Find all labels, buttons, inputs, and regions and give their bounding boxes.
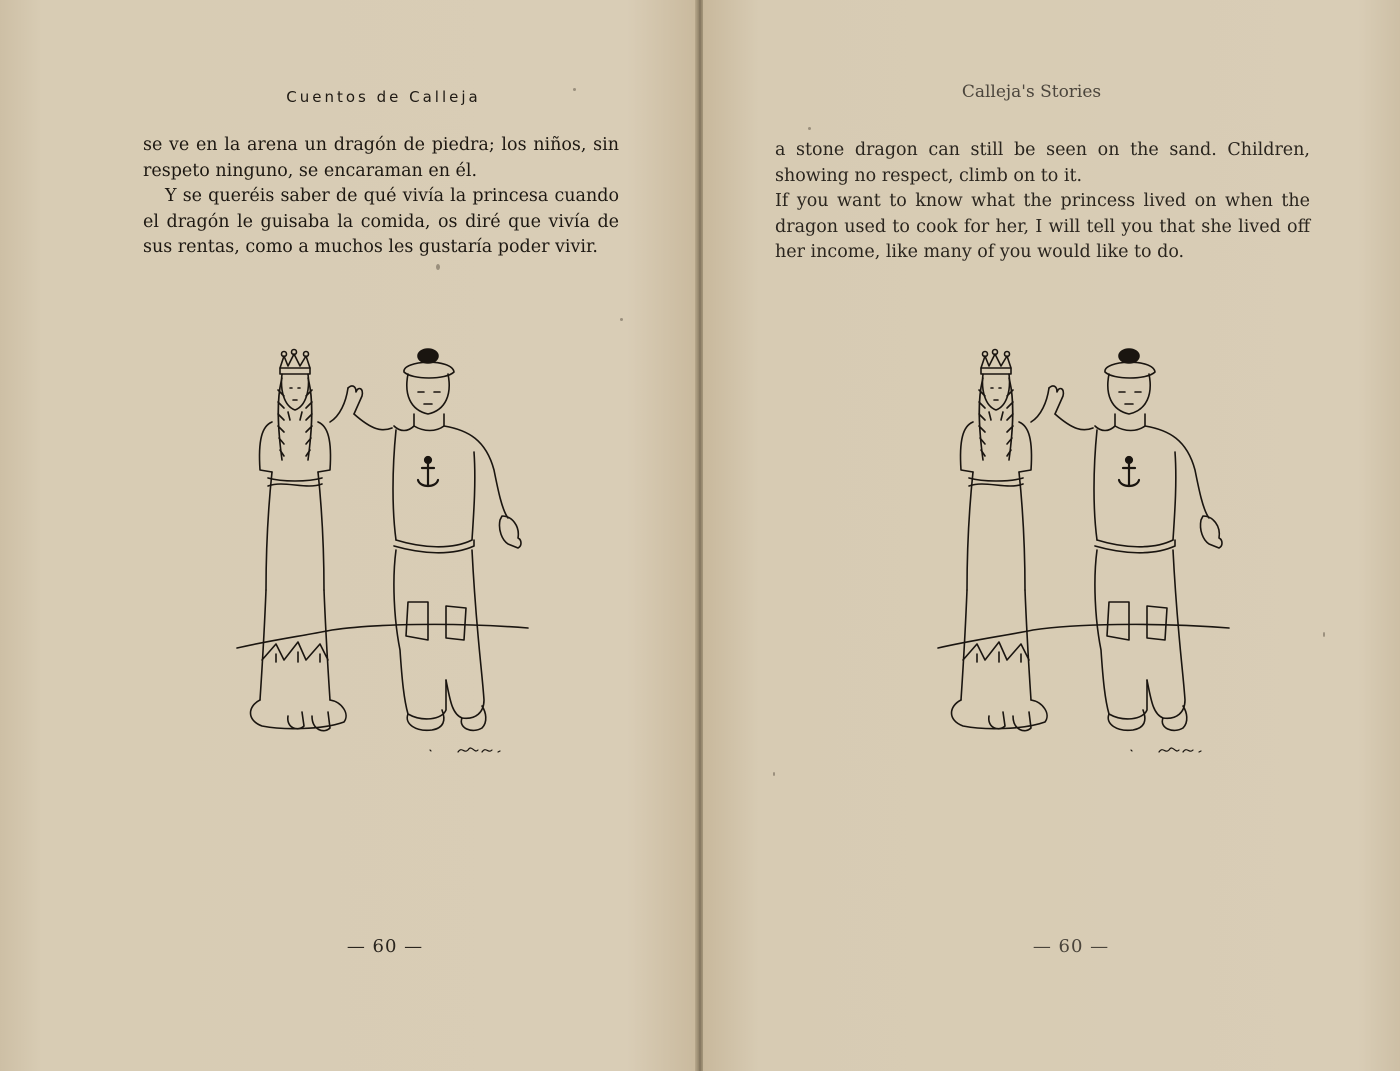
right-body-text [775, 138, 1310, 266]
left-paragraph-2: Y se queréis saber de qué vivía la princesa cuando el dragón le guisaba la comida, os diré que vivía de sus rentas, como a muchos les gustaría poder vivir. [143, 186, 619, 257]
princess-and-sailor-icon [933, 340, 1233, 780]
paper-speck [620, 318, 623, 321]
anchor-icon [1119, 457, 1139, 486]
right-page [703, 0, 1400, 1071]
running-head-english: Calleja's Stories [961, 82, 1102, 102]
running-head-spanish: Cuentos de Calleja [286, 88, 481, 106]
paper-speck [573, 88, 576, 91]
anchor-icon [418, 457, 438, 486]
left-paragraph-1: se ve en la arena un dragón de piedra; los niños, sin respeto ninguno, se encaraman en él. [143, 135, 619, 181]
paper-speck [436, 264, 440, 270]
right-paragraph-2: If you want to know what the princess lived on when the dragon used to cook for her, I will tell you that she lived off her income, like many of you would like to do. [775, 191, 1310, 262]
princess-and-sailor-icon [232, 340, 532, 780]
right-paragraph-1: a stone dragon can still be seen on the sand. Children, showing no respect, climb on to it. [775, 140, 1310, 186]
paper-speck [808, 127, 811, 130]
right-page-number: — 60 — [1032, 936, 1110, 957]
left-body-text [143, 133, 619, 261]
paper-speck [773, 772, 775, 776]
left-page [0, 0, 697, 1071]
left-page-number: — 60 — [346, 936, 424, 957]
paper-speck [1323, 632, 1325, 637]
